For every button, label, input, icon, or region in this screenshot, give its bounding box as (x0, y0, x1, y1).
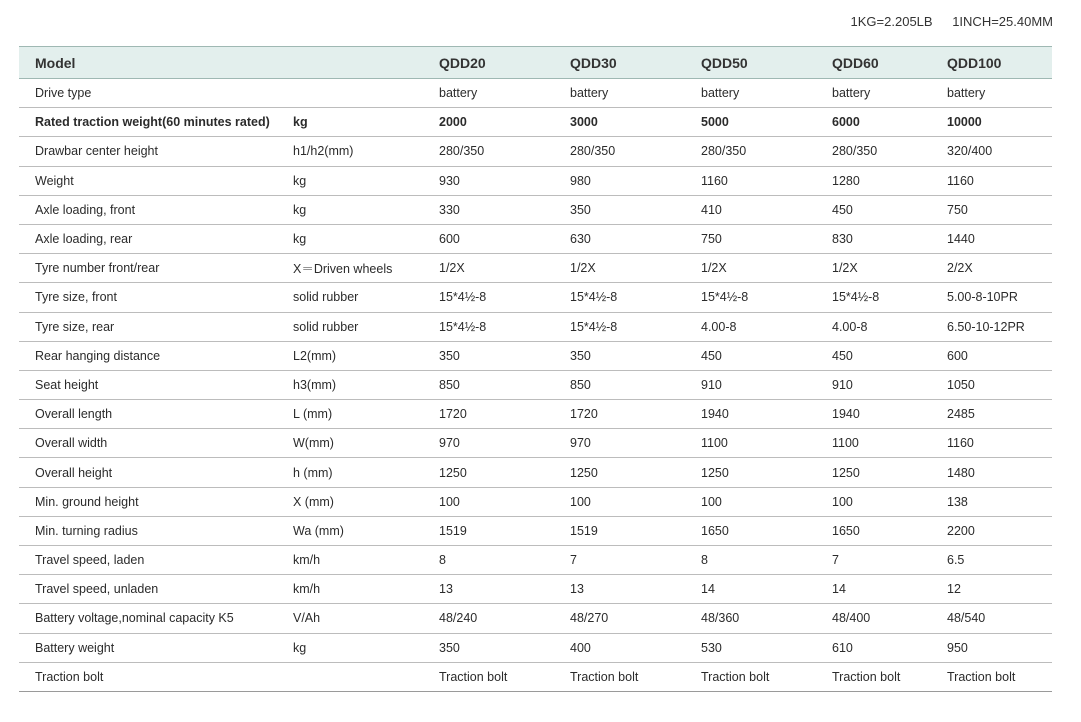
row-value: 2000 (423, 108, 554, 137)
row-value: 2200 (947, 516, 1052, 545)
row-value: 15*4½-8 (685, 283, 816, 312)
row-unit: V/Ah (277, 604, 423, 633)
row-value: 910 (816, 370, 947, 399)
row-param-label: Min. turning radius (19, 516, 277, 545)
row-value: 970 (423, 429, 554, 458)
row-value: 1250 (685, 458, 816, 487)
row-value: 2485 (947, 400, 1052, 429)
row-value: 970 (554, 429, 685, 458)
row-value: 830 (816, 224, 947, 253)
row-value: 610 (816, 633, 947, 662)
row-value: 13 (554, 575, 685, 604)
row-unit: kg (277, 224, 423, 253)
row-value: battery (685, 79, 816, 108)
row-value: 1250 (554, 458, 685, 487)
row-value: 7 (816, 546, 947, 575)
table-row (19, 166, 1052, 195)
row-param-label: Weight (19, 166, 277, 195)
row-param-label: Tyre size, rear (19, 312, 277, 341)
header-row (19, 47, 1052, 79)
row-unit: L2(mm) (277, 341, 423, 370)
row-value: 4.00-8 (685, 312, 816, 341)
row-value: 15*4½-8 (816, 283, 947, 312)
row-unit (277, 79, 423, 108)
row-value: 450 (816, 195, 947, 224)
row-value: battery (423, 79, 554, 108)
row-param-label: Tyre number front/rear (19, 254, 277, 283)
row-value: 1440 (947, 224, 1052, 253)
row-value: 1050 (947, 370, 1052, 399)
spec-table-header (19, 47, 1052, 79)
row-value: 850 (423, 370, 554, 399)
row-value: 1519 (423, 516, 554, 545)
row-value: 350 (423, 341, 554, 370)
row-value: 320/400 (947, 137, 1052, 166)
row-value: 450 (816, 341, 947, 370)
row-param-label: Axle loading, front (19, 195, 277, 224)
table-row (19, 312, 1052, 341)
row-value: 1250 (816, 458, 947, 487)
row-value: 600 (947, 341, 1052, 370)
row-unit: km/h (277, 575, 423, 604)
row-value: 15*4½-8 (554, 312, 685, 341)
row-value: 950 (947, 633, 1052, 662)
row-value: 280/350 (423, 137, 554, 166)
row-value: 13 (423, 575, 554, 604)
row-value: Traction bolt (947, 662, 1052, 691)
row-param-label: Drawbar center height (19, 137, 277, 166)
row-unit: solid rubber (277, 312, 423, 341)
row-value: 1280 (816, 166, 947, 195)
row-value: 350 (554, 195, 685, 224)
row-value: Traction bolt (816, 662, 947, 691)
row-value: 48/400 (816, 604, 947, 633)
row-param-label: Axle loading, rear (19, 224, 277, 253)
row-param-label: Travel speed, laden (19, 546, 277, 575)
row-value: 350 (554, 341, 685, 370)
table-row (19, 516, 1052, 545)
row-value: 2/2X (947, 254, 1052, 283)
row-param-label: Traction bolt (19, 662, 277, 691)
table-row (19, 224, 1052, 253)
row-value: 450 (685, 341, 816, 370)
table-row (19, 341, 1052, 370)
row-param-label: Overall width (19, 429, 277, 458)
kg-conversion: 1KG=2.205LB (850, 14, 933, 29)
row-value: 48/240 (423, 604, 554, 633)
row-unit: kg (277, 633, 423, 662)
table-row (19, 604, 1052, 633)
row-unit: X＝Driven wheels (277, 254, 423, 283)
row-value: 1/2X (685, 254, 816, 283)
row-value: 1160 (685, 166, 816, 195)
row-value: 4.00-8 (816, 312, 947, 341)
header-model: QDD30 (554, 47, 685, 79)
row-value: 8 (685, 546, 816, 575)
row-value: 530 (685, 633, 816, 662)
header-model: QDD60 (816, 47, 947, 79)
row-value: 48/360 (685, 604, 816, 633)
row-param-label: Battery voltage,nominal capacity K5 (19, 604, 277, 633)
row-value: 100 (816, 487, 947, 516)
header-model: QDD100 (947, 47, 1052, 79)
row-value: 1/2X (816, 254, 947, 283)
row-unit: Wa (mm) (277, 516, 423, 545)
row-unit: W(mm) (277, 429, 423, 458)
row-value: 1940 (816, 400, 947, 429)
row-value: 100 (423, 487, 554, 516)
row-value: 1160 (947, 166, 1052, 195)
row-value: 10000 (947, 108, 1052, 137)
spec-table-body (19, 79, 1052, 692)
row-value: 14 (685, 575, 816, 604)
row-value: 1650 (816, 516, 947, 545)
row-value: 850 (554, 370, 685, 399)
row-value: 12 (947, 575, 1052, 604)
row-value: 1100 (816, 429, 947, 458)
row-value: 1250 (423, 458, 554, 487)
table-row (19, 137, 1052, 166)
header-param: Model (19, 47, 277, 79)
row-value: Traction bolt (423, 662, 554, 691)
row-value: 1100 (685, 429, 816, 458)
header-model: QDD50 (685, 47, 816, 79)
row-unit: km/h (277, 546, 423, 575)
row-value: 100 (554, 487, 685, 516)
row-value: 6.5 (947, 546, 1052, 575)
table-row (19, 195, 1052, 224)
table-row (19, 283, 1052, 312)
row-value: battery (816, 79, 947, 108)
row-value: 15*4½-8 (423, 283, 554, 312)
row-value: 1/2X (423, 254, 554, 283)
row-unit: L (mm) (277, 400, 423, 429)
table-row (19, 546, 1052, 575)
table-row (19, 400, 1052, 429)
row-unit: solid rubber (277, 283, 423, 312)
row-param-label: Rated traction weight(60 minutes rated) (19, 108, 277, 137)
unit-conversion-note (835, 14, 1053, 29)
row-value: 15*4½-8 (554, 283, 685, 312)
row-unit: h1/h2(mm) (277, 137, 423, 166)
row-value: 1480 (947, 458, 1052, 487)
row-param-label: Rear hanging distance (19, 341, 277, 370)
row-value: 1160 (947, 429, 1052, 458)
row-value: 980 (554, 166, 685, 195)
row-param-label: Drive type (19, 79, 277, 108)
row-value: 410 (685, 195, 816, 224)
row-value: 330 (423, 195, 554, 224)
row-value: Traction bolt (554, 662, 685, 691)
row-value: battery (947, 79, 1052, 108)
row-value: Traction bolt (685, 662, 816, 691)
row-value: 1940 (685, 400, 816, 429)
row-value: 280/350 (554, 137, 685, 166)
table-row (19, 458, 1052, 487)
table-row (19, 79, 1052, 108)
inch-conversion: 1INCH=25.40MM (952, 14, 1053, 29)
row-value: 5000 (685, 108, 816, 137)
row-value: battery (554, 79, 685, 108)
row-value: 400 (554, 633, 685, 662)
table-row (19, 429, 1052, 458)
row-value: 1720 (554, 400, 685, 429)
row-param-label: Tyre size, front (19, 283, 277, 312)
row-value: 5.00-8-10PR (947, 283, 1052, 312)
row-value: 6.50-10-12PR (947, 312, 1052, 341)
row-value: 138 (947, 487, 1052, 516)
row-value: 100 (685, 487, 816, 516)
row-value: 14 (816, 575, 947, 604)
row-value: 48/270 (554, 604, 685, 633)
row-value: 8 (423, 546, 554, 575)
row-param-label: Battery weight (19, 633, 277, 662)
row-param-label: Overall height (19, 458, 277, 487)
row-value: 6000 (816, 108, 947, 137)
row-value: 350 (423, 633, 554, 662)
table-row (19, 108, 1052, 137)
header-model: QDD20 (423, 47, 554, 79)
spec-table (19, 46, 1052, 692)
row-unit (277, 662, 423, 691)
row-value: 15*4½-8 (423, 312, 554, 341)
table-row (19, 370, 1052, 399)
row-value: 280/350 (816, 137, 947, 166)
table-row (19, 633, 1052, 662)
row-value: 7 (554, 546, 685, 575)
row-value: 930 (423, 166, 554, 195)
header-unit (277, 47, 423, 79)
row-unit: kg (277, 166, 423, 195)
row-value: 750 (947, 195, 1052, 224)
table-row (19, 254, 1052, 283)
row-value: 1/2X (554, 254, 685, 283)
row-unit: kg (277, 108, 423, 137)
row-unit: h (mm) (277, 458, 423, 487)
row-value: 48/540 (947, 604, 1052, 633)
row-value: 1519 (554, 516, 685, 545)
row-param-label: Travel speed, unladen (19, 575, 277, 604)
row-param-label: Min. ground height (19, 487, 277, 516)
row-param-label: Seat height (19, 370, 277, 399)
row-unit: kg (277, 195, 423, 224)
row-value: 1650 (685, 516, 816, 545)
table-row (19, 662, 1052, 691)
row-value: 910 (685, 370, 816, 399)
row-value: 1720 (423, 400, 554, 429)
row-value: 280/350 (685, 137, 816, 166)
table-row (19, 487, 1052, 516)
row-value: 750 (685, 224, 816, 253)
row-unit: h3(mm) (277, 370, 423, 399)
table-row (19, 575, 1052, 604)
row-param-label: Overall length (19, 400, 277, 429)
row-value: 3000 (554, 108, 685, 137)
row-value: 600 (423, 224, 554, 253)
row-value: 630 (554, 224, 685, 253)
row-unit: X (mm) (277, 487, 423, 516)
